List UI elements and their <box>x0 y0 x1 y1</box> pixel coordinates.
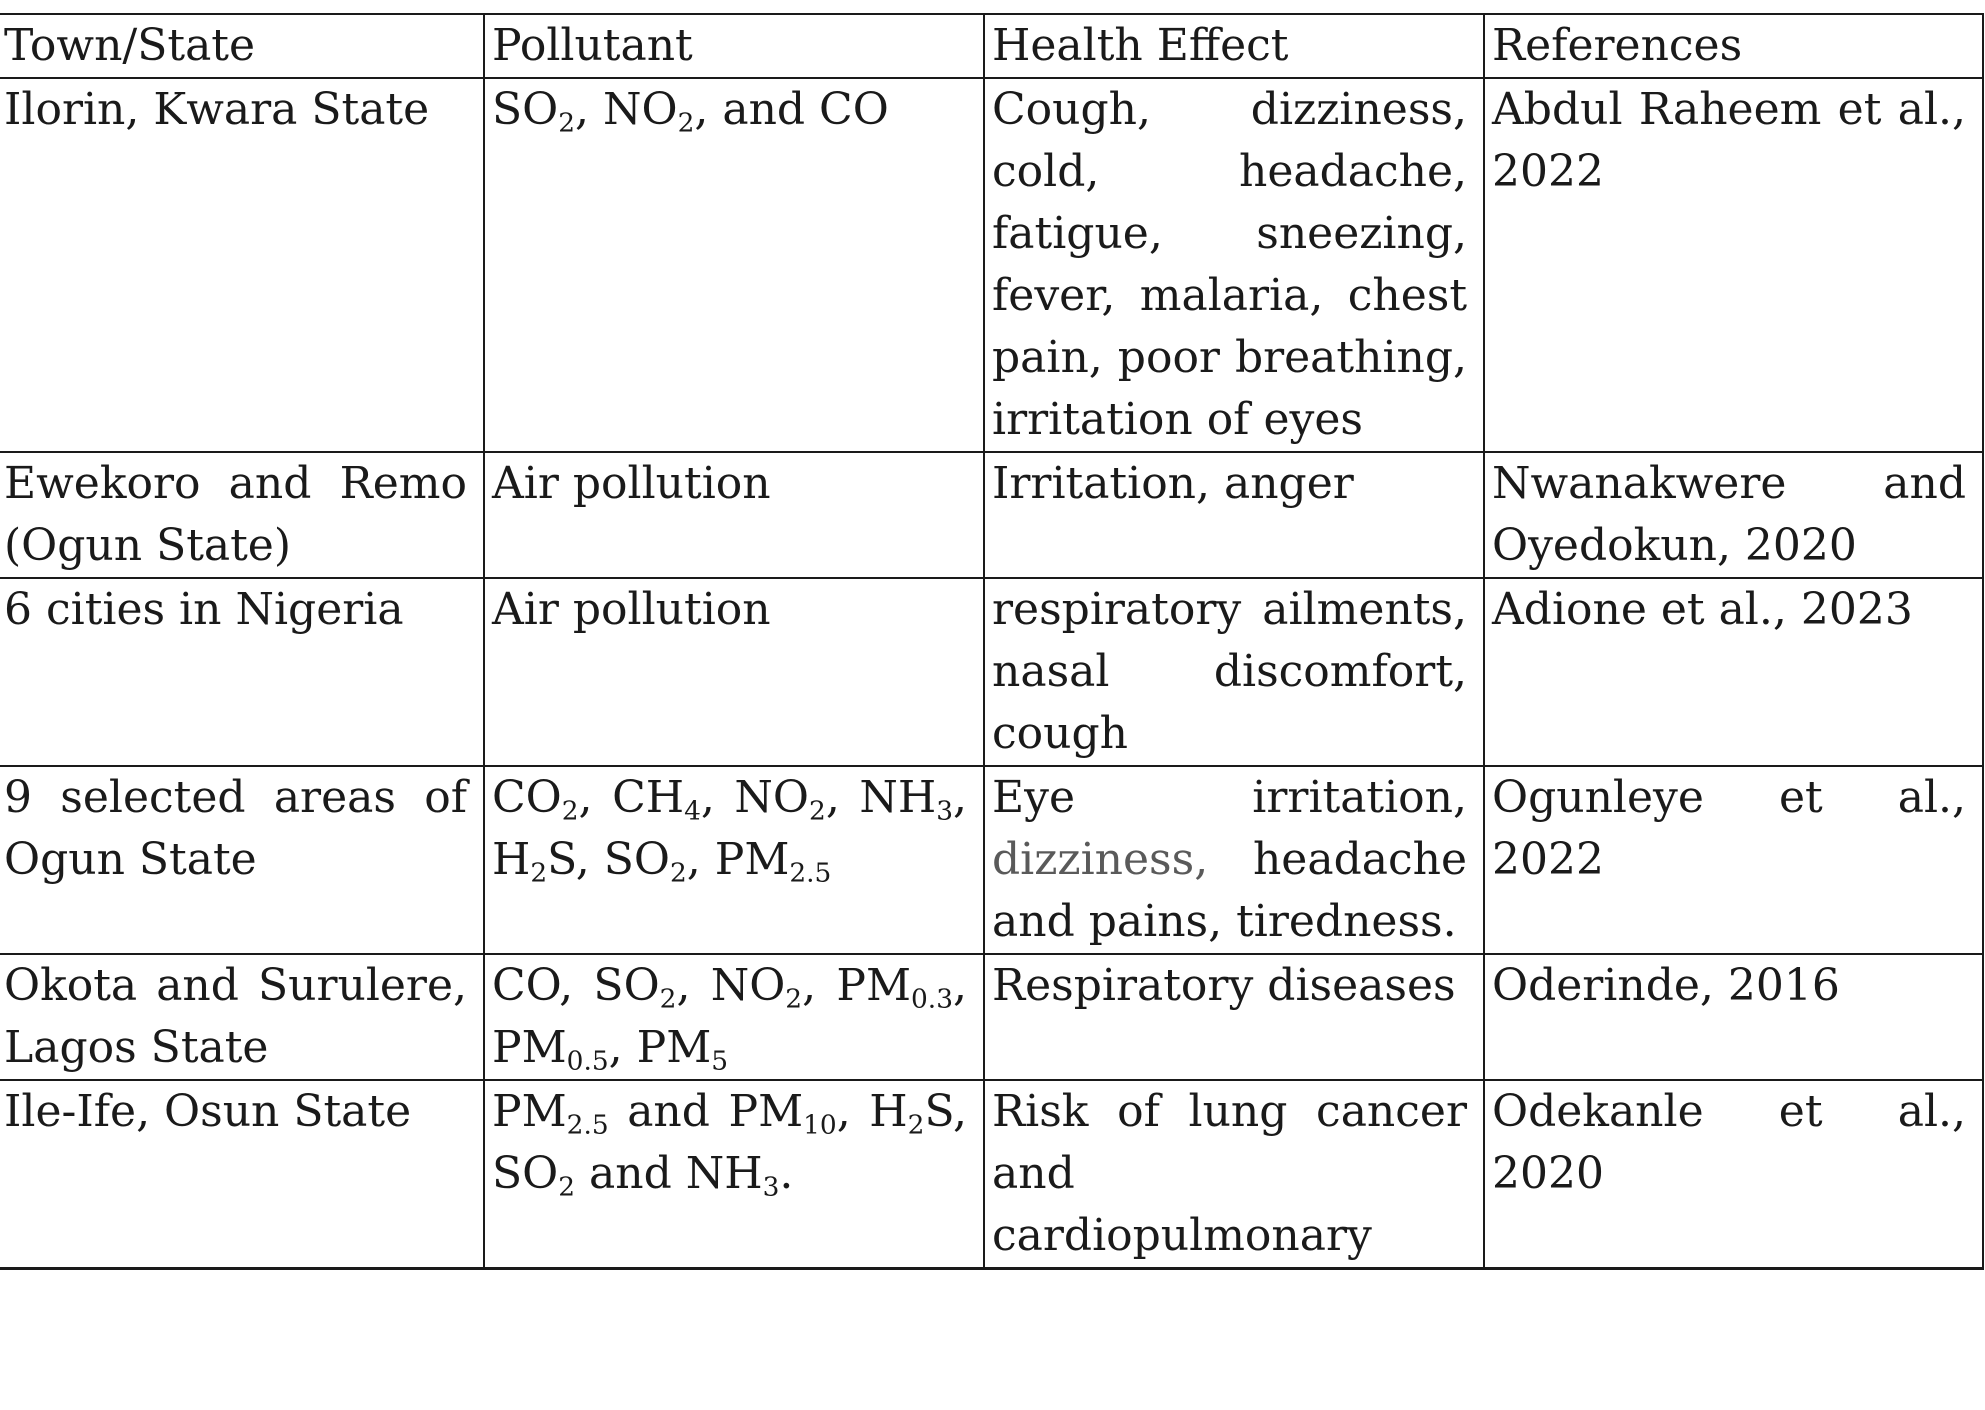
subscript: 4 <box>684 795 701 827</box>
header-town-state: Town/State <box>0 14 484 78</box>
pollution-health-table <box>0 13 1984 1270</box>
pollutant-cell: CO, $SO_2$, $NO_2$, $PM_{0.3}$, $PM_{0.5}$, $PM_5$ <box>484 954 984 1080</box>
town-cell: 9 selected areas of Ogun State <box>0 766 484 954</box>
reference-cell: Adione et al., 2023 <box>1484 578 1983 766</box>
health-effect-cell: Risk of lung cancer and cardiopulmonary <box>984 1080 1484 1269</box>
health-effect-cell: Respiratory diseases <box>984 954 1484 1080</box>
reference-cell: Oderinde, 2016 <box>1484 954 1983 1080</box>
subscript: 2 <box>530 857 548 889</box>
subscript: 2 <box>558 107 576 139</box>
subscript: 3 <box>762 1171 780 1203</box>
reference-cell: Abdul Raheem et al., 2022 <box>1484 78 1983 452</box>
reference-cell: Ogunleye et al., 2022 <box>1484 766 1983 954</box>
pollutant-cell: Air pollution <box>484 578 984 766</box>
town-cell: Ile-Ife, Osun State <box>0 1080 484 1269</box>
subscript: 0.5 <box>566 1045 609 1077</box>
subscript: 2.5 <box>566 1109 609 1141</box>
subscript: 2 <box>677 107 695 139</box>
table-row <box>0 766 1983 954</box>
subscript: 2 <box>659 983 677 1015</box>
subscript: 2.5 <box>789 857 832 889</box>
health-effect-cell <box>984 766 1484 954</box>
reference-cell: Nwanakwere and Oyedokun, 2020 <box>1484 452 1983 578</box>
reference-cell: Odekanle et al., 2020 <box>1484 1080 1983 1269</box>
health-effect-part: headache and pains, tiredness. <box>992 834 1467 947</box>
health-effect-part: Eye irritation, <box>992 772 1467 823</box>
pollutant-cell: Air pollution <box>484 452 984 578</box>
table-row <box>0 78 1983 452</box>
pollutant-cell: $CO_2$, $CH_4$, $NO_2$, $NH_3$, $H_2S$, $SO_2$, $PM_{2.5}$ <box>484 766 984 954</box>
subscript: 2 <box>669 857 687 889</box>
town-cell: 6 cities in Nigeria <box>0 578 484 766</box>
pollutant-cell: $SO_2$, $NO_2$, and CO <box>484 78 984 452</box>
table-row <box>0 452 1983 578</box>
health-effect-cell: Cough, dizziness, cold, headache, fatigue, sneezing, fever, malaria, chest pain, poor breathing, irritation of eyes <box>984 78 1484 452</box>
header-references: References <box>1484 14 1983 78</box>
table-container <box>0 13 1985 1270</box>
subscript: 2 <box>785 983 803 1015</box>
health-effect-part: dizziness, <box>992 834 1209 885</box>
header-row <box>0 14 1983 78</box>
pollutant-cell: $PM_{2.5}$ and $PM_{10}$, $H_2S$, $SO_2$ and $NH_3$. <box>484 1080 984 1269</box>
table-row <box>0 578 1983 766</box>
subscript: 0.3 <box>911 983 953 1015</box>
subscript: 2 <box>809 795 826 827</box>
health-effect-cell: Irritation, anger <box>984 452 1484 578</box>
header-pollutant: Pollutant <box>484 14 984 78</box>
header-health-effect: Health Effect <box>984 14 1484 78</box>
subscript: 2 <box>561 795 579 827</box>
subscript: 2 <box>558 1171 576 1203</box>
table-row <box>0 1080 1983 1269</box>
table-row <box>0 954 1983 1080</box>
subscript: 3 <box>936 795 954 827</box>
subscript: 10 <box>803 1109 837 1141</box>
town-cell: Ilorin, Kwara State <box>0 78 484 452</box>
subscript: 5 <box>711 1045 729 1077</box>
health-effect-cell: respiratory ailments, nasal discomfort, cough <box>984 578 1484 766</box>
town-cell: Ewekoro and Remo (Ogun State) <box>0 452 484 578</box>
town-cell: Okota and Surulere, Lagos State <box>0 954 484 1080</box>
subscript: 2 <box>907 1109 925 1141</box>
